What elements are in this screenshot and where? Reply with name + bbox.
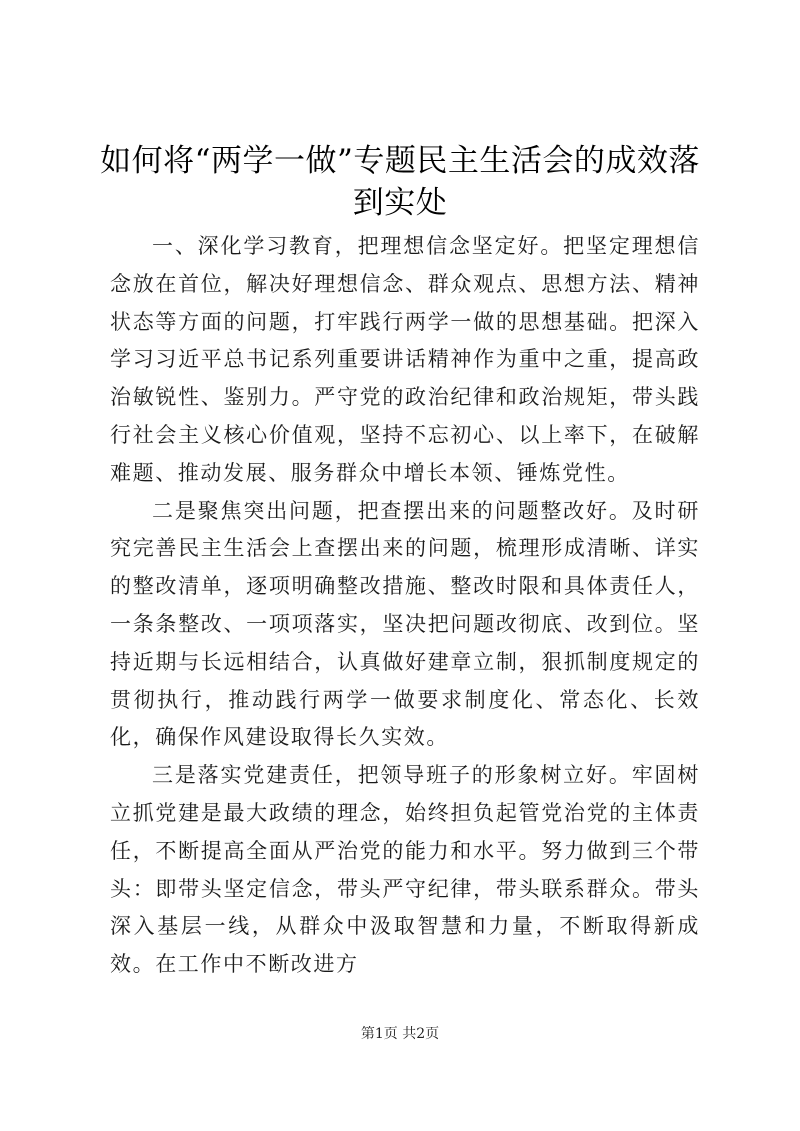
paragraph-1: 一、深化学习教育，把理想信念坚定好。把坚定理想信念放在首位，解决好理想信念、群众观点、思想方法、精神状态等方面的问题，打牢践行两学一做的思想基础。把深入学习习近平总书记系列重要讲话精神作为重中之重，提高政治敏锐性、鉴别力。严守党的政治纪律和政治规矩，带头践行社会主义核心价值观，坚持不忘初心、以上率下，在破解难题、推动发展、服务群众中增长本领、锤炼党性。: [110, 234, 700, 485]
page-footer: 第1页 共2页: [360, 1026, 440, 1042]
paragraph-2: 二是聚焦突出问题，把查摆出来的问题整改好。及时研究完善民主生活会上查摆出来的问题，梳理形成清晰、详实的整改清单，逐项明确整改措施、整改时限和具体责任人，一条条整改、一项项落实，坚决把问题改彻底、改到位。坚持近期与长远相结合，认真做好建章立制，狠抓制度规定的贯彻执行，推动践行两学一做要求制度化、常态化、长效化，确保作风建设取得长久实效。: [110, 498, 700, 750]
paragraph-3: 三是落实党建责任，把领导班子的形象树立好。牢固树立抓党建是最大政绩的理念，始终担负起管党治党的主体责任，不断提高全面从严治党的能力和水平。努力做到三个带头：即带头坚定信念，带头严守纪律，带头联系群众。带头深入基层一线，从群众中汲取智慧和力量，不断取得新成效。在工作中不断改进方: [110, 763, 700, 977]
document-title: 如何将“两学一做”专题民主生活会的成效落到实处: [100, 143, 700, 221]
document-body: [110, 228, 700, 984]
